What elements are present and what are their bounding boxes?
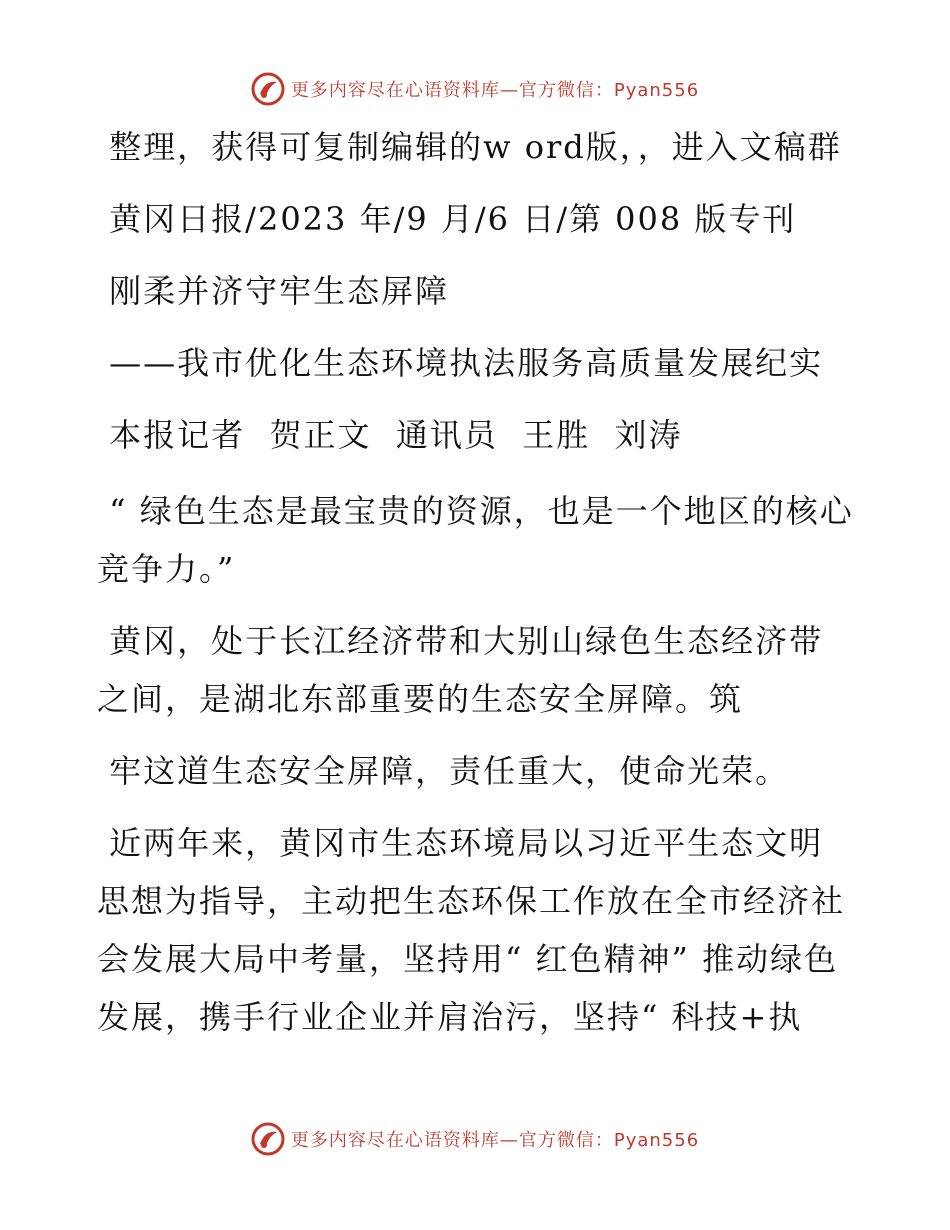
paragraph-intro: 整理，获得可复制编辑的w ord版，，进入文稿群: [97, 128, 842, 166]
article-subtitle: ——我市优化生态环境执法服务高质量发展纪实: [97, 344, 824, 382]
paragraph-body-1: 黄冈，处于长江经济带和大别山绿色生态经济带之间，是湖北东部重要的生态安全屏障。筑: [97, 622, 824, 718]
paragraph-body-3: 近两年来，黄冈市生态环境局以习近平生态文明思想为指导，主动把生态环保工作放在全市经济社会发展大局中考量，坚持用“ 红色精神” 推动绿色发展，携手行业企业并肩治污，坚持“ 科技+执: [97, 824, 846, 1036]
article-title: 刚柔并济守牢生态屏障: [97, 272, 450, 310]
document-body: [97, 118, 857, 1046]
red-swirl-logo-icon: [251, 1122, 285, 1156]
footer-banner: [0, 1122, 950, 1156]
footer-banner-text: 更多内容尽在心语资料库—官方微信：Pyan556: [290, 1130, 700, 1151]
header-banner: [0, 72, 950, 106]
paragraph-body-2: 牢这道生态安全屏障，责任重大，使命光荣。: [97, 752, 790, 790]
red-swirl-logo-icon: [251, 72, 285, 106]
header-banner-text: 更多内容尽在心语资料库—官方微信：Pyan556: [290, 80, 700, 101]
paragraph-quote: “ 绿色生态是最宝贵的资源，也是一个地区的核心竞争力。”: [97, 492, 854, 588]
article-byline: 本报记者 贺正文 通讯员 王胜 刘涛: [97, 416, 683, 454]
paragraph-source-line: 黄冈日报/2023 年/9 月/6 日/第 008 版专刊: [97, 200, 797, 238]
